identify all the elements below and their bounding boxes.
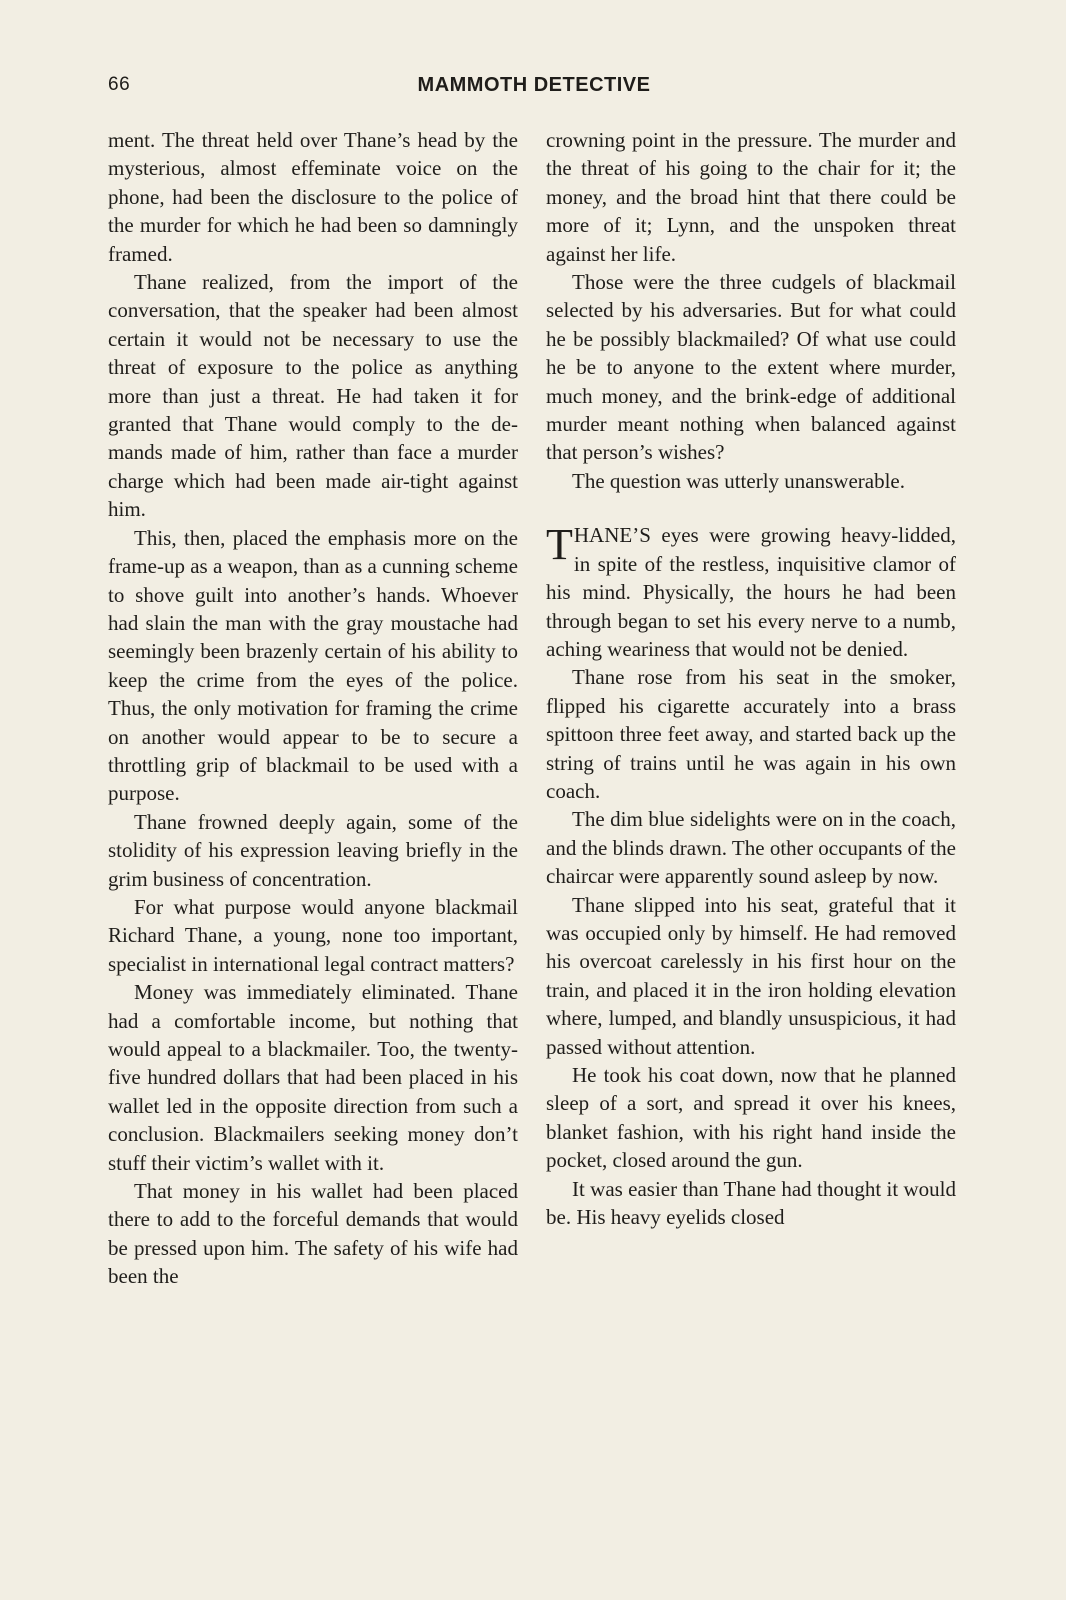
- paragraph: Thane rose from his seat in the smoker, flipped his cigarette accurately into a brass spittoon three feet away, and started back up the string of trains until he was again in his own coach.: [546, 665, 956, 803]
- paragraph: Thane realized, from the import of the conversation, that the speaker had been almost certain it would not be necessary to use the threat of exposure to the police as anything more than just a threat. He had taken it for granted that Thane would comply to the demands made of him, rather than face a murder charge which had been made air-tight against him.: [108, 270, 518, 522]
- paragraph: That money in his wallet had been placed there to add to the forceful demands that would be pressed upon him. The safety of his wife had been the: [108, 1179, 518, 1289]
- paragraph: It was easier than Thane had thought it would be. His heavy eyelids closed: [546, 1176, 956, 1230]
- section-opening-paragraph: [546, 521, 956, 663]
- paragraph: Those were the three cudgels of blackmail selected by his adversaries. But for what could he be possibly blackmailed? Of what use could he be to anyone to the extent where murder, much money, and the brink-edge of additional murder meant nothing when balanced against that person’s wishes?: [546, 270, 956, 465]
- paragraph: Thane frowned deeply again, some of the stolidity of his expression leaving briefly in the grim business of concentration.: [108, 809, 518, 891]
- paragraph: He took his coat down, now that he planned sleep of a sort, and spread it over his knees, blanket fashion, with his right hand inside the pocket, closed around the gun.: [546, 1063, 956, 1173]
- paragraph: ment. The threat held over Thane’s head by the mysterious, almost effeminate voice on the phone, had been the disclosure to the police of the murder for which he had been so damningly framed.: [108, 128, 518, 266]
- paragraph: Money was immediately eliminated. Thane had a comfortable income, but nothing that would appeal to a blackmailer. Too, the twenty-five hundred dollars that had been placed in his wallet led in the opposite direction from such a conclusion. Blackmailers seeking money don’t stuff their victim’s wallet with it.: [108, 980, 518, 1175]
- right-column: [546, 126, 956, 1231]
- paragraph: This, then, placed the emphasis more on the frame-up as a weapon, than as a cunning scheme to shove guilt into another’s hands. Whoever had slain the man with the gray moustache had seemingly been brazenly certain of his ability to keep the crime from the eyes of the police. Thus, the only motivation for framing the crime on another would appear to be to secure a throttling grip of blackmail to be used with a purpose.: [108, 525, 518, 806]
- drop-cap: T: [546, 520, 573, 570]
- running-title: MAMMOTH DETECTIVE: [417, 74, 651, 96]
- page-header: [108, 74, 960, 104]
- paragraph-text: HANE’S eyes were growing heavy-lidded, in spite of the restless, inquisitive clamor of his mind. Physically, the hours he had been through began to set his every nerve to a numb, aching weariness that would not be denied.: [546, 523, 956, 661]
- paragraph: crowning point in the pressure. The murder and the threat of his going to the chair for it; the money, and the broad hint that there could be more of it; Lynn, and the unspoken threat against her life.: [546, 128, 956, 266]
- page-number: 66: [108, 74, 131, 95]
- paragraph: For what purpose would anyone blackmail Richard Thane, a young, none too important, specialist in international legal contract matters?: [108, 894, 518, 976]
- left-column: [108, 126, 518, 1291]
- paragraph: Thane slipped into his seat, grateful that it was occupied only by himself. He had removed his overcoat carelessly in his first hour on the train, and placed it in the iron holding elevation where, lumped, and blandly unsuspicious, it had passed without attention.: [546, 892, 956, 1059]
- paragraph: The dim blue sidelights were on in the coach, and the blinds drawn. The other occupants of the chaircar were apparently sound asleep by now.: [546, 807, 956, 889]
- paragraph: The question was utterly unanswerable.: [572, 468, 905, 493]
